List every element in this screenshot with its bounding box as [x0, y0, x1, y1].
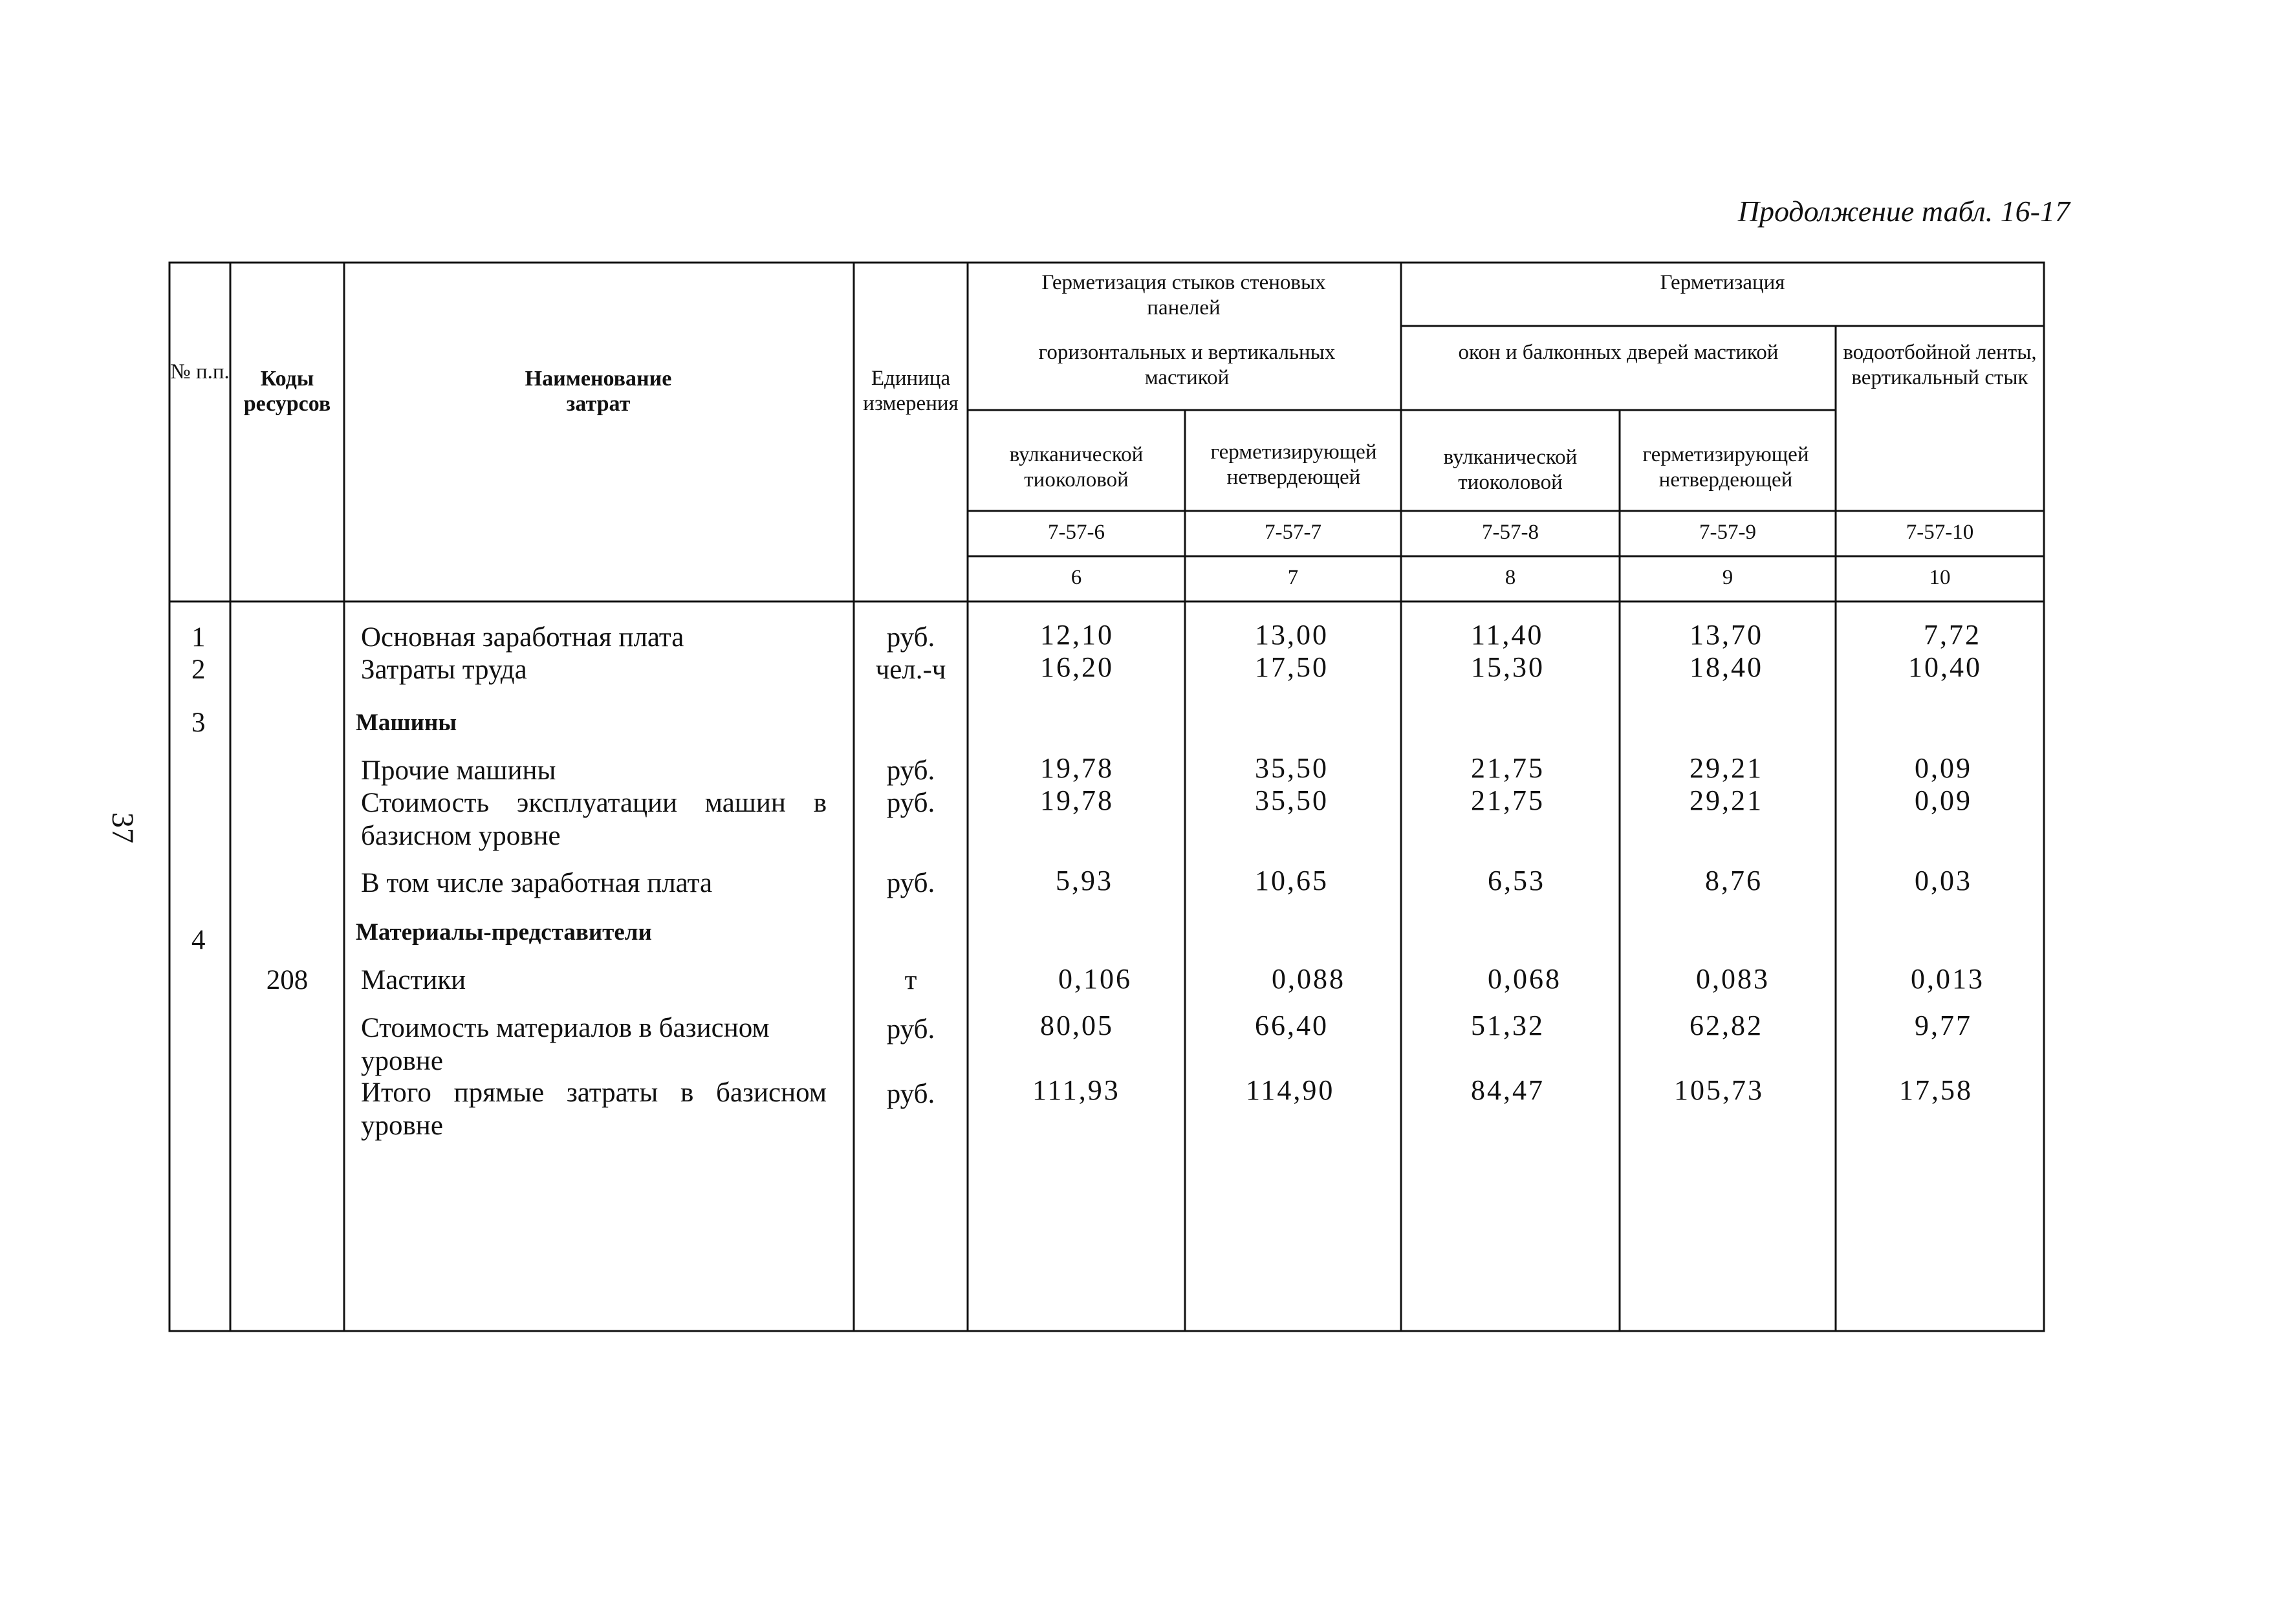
- header-leaf-4: герметизирующей нетвердеющей: [1642, 443, 1809, 492]
- row-value: 17,58: [1899, 1074, 1973, 1106]
- row-value: 17,50: [1255, 651, 1329, 683]
- row-unit: чел.-ч: [875, 655, 946, 685]
- row-name: Итого прямые затраты в базисном уровне: [361, 1077, 827, 1141]
- header-group-sealing: Герметизация: [1660, 271, 1785, 294]
- row-value: 8,76: [1705, 865, 1763, 896]
- row-value: 29,21: [1690, 785, 1763, 816]
- row-value: 19,78: [1040, 785, 1114, 816]
- code-col-7: 7-57-7: [1265, 521, 1321, 544]
- row-value: 105,73: [1674, 1074, 1764, 1106]
- header-group-panels: Герметизация стыков стеновых панелей: [1041, 271, 1326, 319]
- row-code: 208: [266, 965, 309, 995]
- row-name: В том числе заработная плата: [361, 868, 713, 898]
- colnum-9: 9: [1722, 566, 1733, 589]
- row-value: 0,09: [1915, 752, 1972, 784]
- row-value: 15,30: [1471, 651, 1545, 683]
- row-unit: руб.: [886, 1079, 935, 1109]
- header-name: Наименование затрат: [525, 367, 672, 416]
- row-value: 0,03: [1915, 865, 1972, 896]
- row-name: Затраты труда: [361, 655, 527, 685]
- row-value: 10,40: [1908, 651, 1982, 683]
- header-sub-horizontal-vertical: горизонтальных и вертикальных мастикой: [1038, 341, 1336, 389]
- row-value: 6,53: [1488, 865, 1545, 896]
- header-leaf-1: вулканической тиоколовой: [1009, 443, 1144, 492]
- row-value: 13,00: [1255, 619, 1329, 651]
- colnum-8: 8: [1505, 566, 1516, 589]
- row-unit: руб.: [886, 788, 935, 818]
- row-name: Мастики: [361, 965, 466, 995]
- row-name: Основная заработная плата: [361, 622, 684, 653]
- row-value: 0,083: [1696, 963, 1770, 995]
- header-leaf-2: герметизирующей нетвердеющей: [1210, 440, 1377, 489]
- page-number: 37: [105, 812, 140, 843]
- table-caption: Продолжение табл. 16-17: [1737, 195, 2070, 228]
- row-unit: руб.: [886, 1014, 935, 1045]
- row-unit: т: [904, 965, 917, 995]
- row-value: 5,93: [1056, 865, 1113, 896]
- row-value: 66,40: [1255, 1010, 1329, 1041]
- colnum-6: 6: [1070, 566, 1082, 589]
- row-name: Стоимость материалов в базисном уровне: [361, 1013, 770, 1076]
- row-unit: руб.: [886, 622, 935, 653]
- row-value: 0,09: [1915, 785, 1972, 816]
- header-unit: Единица измерения: [863, 367, 959, 415]
- row-value: 0,013: [1911, 963, 1984, 995]
- row-value: 10,65: [1255, 865, 1329, 896]
- row-number: 1: [191, 622, 206, 653]
- row-name: Стоимость эксплуатации машин в базисном уровне: [361, 788, 827, 851]
- row-value: 11,40: [1471, 619, 1544, 651]
- row-value: 80,05: [1040, 1010, 1114, 1041]
- row-value: 35,50: [1255, 785, 1329, 816]
- header-sub-waterproof-tape: водоотбойной ленты, вертикальный стык: [1843, 341, 2037, 389]
- code-col-9: 7-57-9: [1699, 521, 1756, 544]
- header-leaf-3: вулканической тиоколовой: [1443, 446, 1578, 494]
- row-number: 2: [191, 655, 206, 685]
- row-value: 16,20: [1040, 651, 1114, 683]
- row-value: 7,72: [1924, 619, 1981, 651]
- section-heading-materials: Материалы-представители: [356, 919, 652, 946]
- row-value: 51,32: [1471, 1010, 1545, 1041]
- row-value: 19,78: [1040, 752, 1114, 784]
- code-col-10: 7-57-10: [1906, 521, 1974, 544]
- row-value: 84,47: [1471, 1074, 1545, 1106]
- row-value: 21,75: [1471, 752, 1545, 784]
- colnum-10: 10: [1929, 566, 1951, 589]
- row-value: 21,75: [1471, 785, 1545, 816]
- header-codes: Коды ресурсов: [243, 367, 331, 416]
- section-heading-machines: Машины: [356, 709, 457, 736]
- row-value: 0,106: [1058, 963, 1132, 995]
- code-col-6: 7-57-6: [1048, 521, 1105, 544]
- row-value: 9,77: [1915, 1010, 1972, 1041]
- code-col-8: 7-57-8: [1482, 521, 1539, 544]
- row-number: 3: [191, 708, 206, 738]
- header-num: № п.п.: [170, 360, 230, 384]
- row-value: 29,21: [1690, 752, 1763, 784]
- row-unit: руб.: [886, 868, 935, 898]
- row-value: 114,90: [1246, 1074, 1335, 1106]
- row-value: 12,10: [1040, 619, 1114, 651]
- row-name: Прочие машины: [361, 755, 556, 786]
- row-unit: руб.: [886, 755, 935, 786]
- row-value: 62,82: [1690, 1010, 1763, 1041]
- row-value: 0,088: [1272, 963, 1345, 995]
- row-value: 18,40: [1690, 651, 1763, 683]
- row-value: 35,50: [1255, 752, 1329, 784]
- header-sub-windows-doors: окон и балконных дверей мастикой: [1458, 341, 1779, 364]
- row-number: 4: [191, 925, 206, 955]
- row-value: 111,93: [1032, 1074, 1120, 1106]
- row-value: 0,068: [1488, 963, 1561, 995]
- colnum-7: 7: [1287, 566, 1299, 589]
- row-value: 13,70: [1690, 619, 1763, 651]
